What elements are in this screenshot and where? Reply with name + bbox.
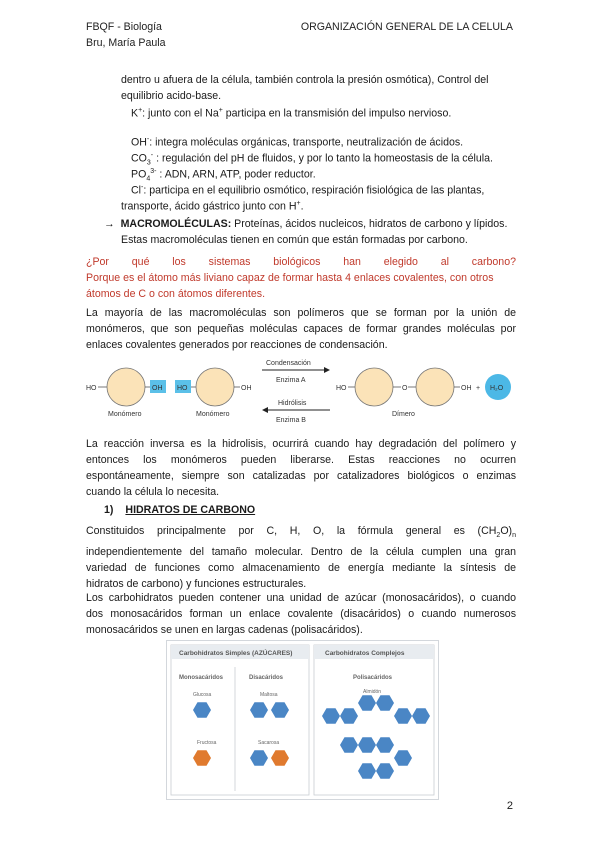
glucosa-label: Glucosa bbox=[193, 692, 212, 698]
carbo-units-paragraph bbox=[86, 590, 516, 638]
hydroxyl-label: HO bbox=[177, 385, 188, 392]
complex-title: Carbohidratos Complejos bbox=[325, 650, 405, 657]
dimer-label: Dímero bbox=[392, 411, 415, 418]
hydrolysis-paragraph bbox=[86, 436, 516, 500]
ion-desc: : junto con el Na bbox=[142, 107, 219, 120]
text-line bbox=[86, 523, 516, 544]
text-line: Los carbohidratos pueden contener una unidad de azúcar (monosacáridos), o cuando bbox=[86, 592, 516, 604]
subscript: 3 bbox=[146, 159, 151, 167]
charge: 3- bbox=[150, 168, 157, 175]
condensation-diagram bbox=[86, 354, 514, 430]
section-title: HIDRATOS DE CARBONO bbox=[125, 504, 256, 516]
arrow-bullet-icon: → bbox=[104, 218, 115, 230]
monomer-circle bbox=[196, 368, 234, 406]
header-author-course bbox=[86, 21, 166, 49]
header-author: Bru, María Paula bbox=[86, 37, 166, 49]
dimer-circle bbox=[416, 368, 454, 406]
ion-desc: participa en la transmisión del impulso nervioso. bbox=[222, 107, 452, 120]
polymers-paragraph bbox=[86, 305, 516, 353]
poli-heading: Polisacáridos bbox=[353, 675, 393, 681]
text-line: Porque es el átomo más liviano capaz de formar hasta 4 enlaces covalentes, con otros bbox=[86, 272, 494, 284]
ion-symbol: Cl bbox=[131, 184, 142, 197]
charge: + bbox=[218, 107, 223, 114]
macro-text: Proteínas, ácidos nucleicos, hidratos de carbono y lípidos. bbox=[231, 218, 508, 230]
oxygen-label: O bbox=[402, 385, 408, 392]
ion-chloride-cont bbox=[121, 196, 304, 215]
ion-desc: : regulación del pH de fluidos, y por lo tanto la homeostasis de la célula. bbox=[153, 152, 493, 165]
text-line: transporte, ácido gástrico junto con H bbox=[121, 200, 297, 213]
ion-symbol: K bbox=[131, 107, 139, 120]
condensation-label: Condensación bbox=[266, 360, 311, 367]
ion-desc: : participa en el equilibrio osmótico, respiración fisiológica de las plantas, bbox=[143, 184, 485, 197]
di-heading: Disacáridos bbox=[249, 675, 284, 681]
fructosa-label: Fructosa bbox=[197, 740, 217, 746]
text-line: dentro u afuera de la célula, también controla la presión osmótica), Control del bbox=[121, 74, 489, 86]
text-line: espontáneamente, siempre son catalizadas por catalizadores biológicos o enzimas bbox=[86, 470, 516, 482]
macro-line2: Estas macromoléculas tienen en común que están formadas por carbono. bbox=[121, 234, 468, 246]
charge: - bbox=[150, 152, 154, 159]
ion-symbol: OH bbox=[131, 136, 147, 149]
arrowhead-icon bbox=[324, 367, 330, 373]
text-line: ¿Por qué los sistemas biológicos han elegido al carbono? bbox=[86, 256, 516, 268]
hydroxyl-label: OH bbox=[241, 385, 252, 392]
text-line: La mayoría de las macromoléculas son polímeros que se forman por la unión de bbox=[86, 307, 516, 319]
section-number: 1) bbox=[104, 504, 114, 516]
hydroxyl-label: HO bbox=[336, 385, 347, 392]
hydroxyl-label: HO bbox=[86, 385, 97, 392]
page-number: 2 bbox=[506, 800, 513, 812]
text-line: enlaces covalentes generados por reacciones de condensación. bbox=[86, 339, 388, 351]
dimer-circle bbox=[355, 368, 393, 406]
ion-potassium bbox=[131, 103, 451, 122]
monomer-circle bbox=[107, 368, 145, 406]
text-line: variedad de funciones como almacenamiento de energía mediante la síntesis de bbox=[86, 562, 516, 575]
enzyme-label: Enzima A bbox=[276, 377, 306, 384]
carbohydrates-figure bbox=[166, 640, 439, 800]
almidon-label: Almidón bbox=[363, 689, 382, 695]
arrowhead-icon bbox=[262, 407, 268, 413]
subscript: n bbox=[512, 532, 516, 540]
charge: - bbox=[146, 136, 150, 143]
hydroxyl-label: OH bbox=[152, 385, 163, 392]
charge: + bbox=[296, 200, 301, 207]
charge: + bbox=[138, 107, 143, 114]
text-line: . bbox=[300, 200, 304, 213]
text-line: cuando la célula lo necesita. bbox=[86, 486, 220, 498]
paragraph-continued bbox=[121, 72, 521, 104]
macromolecules-bullet bbox=[104, 216, 507, 232]
ion-symbol: PO bbox=[131, 168, 147, 181]
simple-title: Carbohidratos Simples (AZÚCARES) bbox=[179, 650, 293, 657]
charge: - bbox=[141, 184, 144, 191]
ion-desc: : integra moléculas orgánicas, transporte, neutralización de ácidos. bbox=[149, 136, 464, 149]
section-heading bbox=[104, 502, 255, 518]
ion-desc: : ADN, ARN, ATP, poder reductor. bbox=[156, 168, 316, 181]
text-line: monosacáridos se unen en largas cadenas (polisacáridos). bbox=[86, 624, 363, 636]
text-line: equilibrio acido-base. bbox=[121, 90, 222, 102]
sacarosa-label: Sacarosa bbox=[258, 740, 280, 746]
plus-sign: + bbox=[476, 385, 481, 392]
enzyme-label: Enzima B bbox=[276, 417, 306, 424]
text-line: hidratos de carbono) y funciones estructurales. bbox=[86, 578, 307, 591]
simple-panel bbox=[171, 645, 309, 795]
text-line: dos monosacáridos forman un enlace covalente (disacáridos) o cuando numerosos bbox=[86, 608, 516, 620]
maltosa-label: Maltosa bbox=[260, 692, 278, 698]
text-line: entonces los monómeros pueden liberarse. Estas reacciones no ocurren bbox=[86, 454, 516, 466]
ion-symbol: CO bbox=[131, 152, 147, 165]
text-line: La reacción inversa es la hidrolisis, ocurrirá cuando hay degradación del polímero y bbox=[86, 438, 516, 450]
monomer-label: Monómero bbox=[108, 411, 142, 418]
carbon-question bbox=[86, 254, 516, 302]
text-line: monómeros, que son pequeñas moléculas capaces de formar grandes moléculas por bbox=[86, 323, 516, 335]
header-title: ORGANIZACIÓN GENERAL DE LA CELULA bbox=[300, 21, 513, 33]
hydrolysis-label: Hidrólisis bbox=[278, 400, 307, 407]
header-course: FBQF - Biología bbox=[86, 21, 162, 33]
carbo-definition bbox=[86, 523, 516, 592]
subscript: 2 bbox=[496, 532, 501, 540]
text-line: átomos de C o con átomos diferentes. bbox=[86, 288, 266, 300]
text-fragment: O) bbox=[500, 525, 513, 537]
water-label: H₂O bbox=[490, 385, 504, 392]
text-fragment: Constituidos principalmente por C, H, O, la fórmula general es (CH bbox=[86, 525, 497, 537]
subscript: 4 bbox=[146, 175, 151, 183]
text-line: independientemente del tamaño molecular. Dentro de la célula cumplen una gran bbox=[86, 546, 516, 559]
macro-label: MACROMOLÉCULAS: bbox=[120, 218, 232, 230]
monomer-label: Monómero bbox=[196, 411, 230, 418]
mono-heading: Monosacáridos bbox=[179, 675, 224, 681]
hydroxyl-label: OH bbox=[461, 385, 472, 392]
